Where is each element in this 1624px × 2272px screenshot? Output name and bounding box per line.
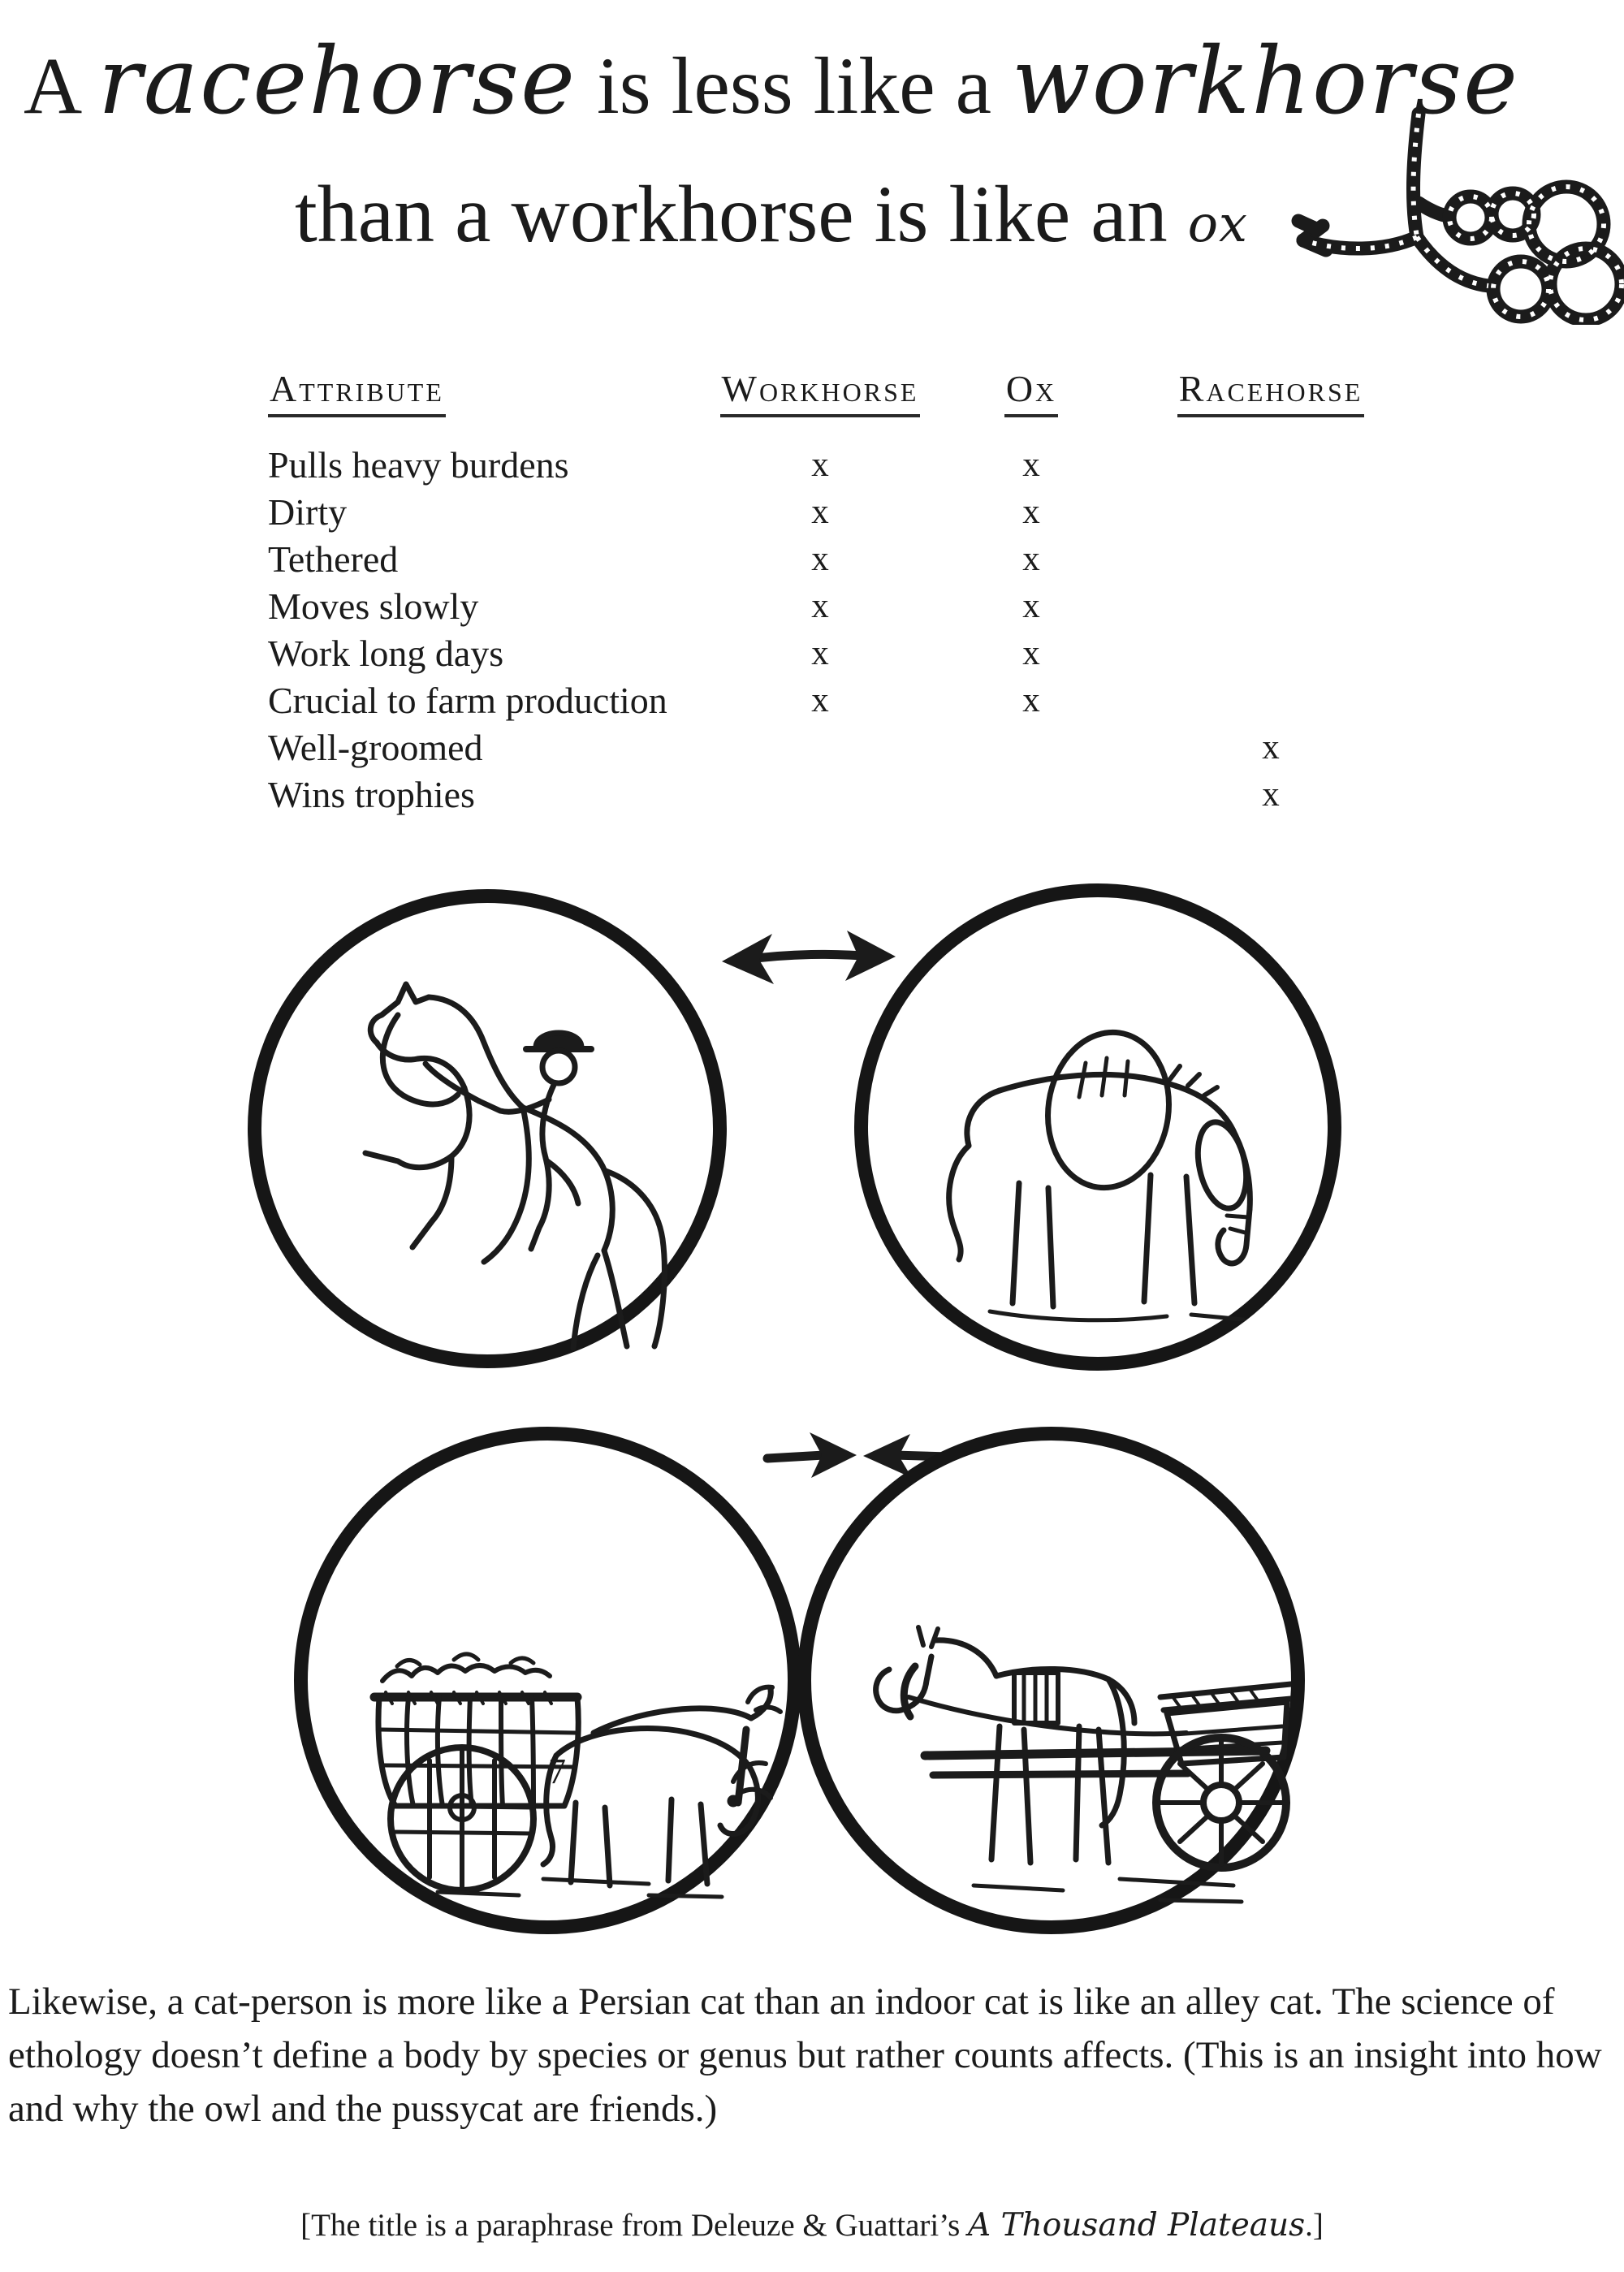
figure-workhorse-with-cart [797,1427,1305,1934]
ground-hatching [974,1879,1242,1902]
workhorse-mark: x [811,587,829,625]
horse-cart-illustration [811,1441,1291,1920]
workhorse-illustration [868,897,1328,1357]
title-word-workhorse: workhorse [1012,28,1519,135]
figure-workhorse-grazing [854,883,1341,1371]
table-header-row [268,367,1413,417]
cart [925,1684,1291,1775]
footnote-work-title: A Thousand Plateaus [968,2207,1306,2244]
column-header-attribute: Attribute [268,367,706,417]
footnote [0,2207,1624,2244]
workhorse-mark: x [811,681,829,719]
attribute-cell: Crucial to farm production [268,680,667,721]
racehorse-mark [1129,583,1413,630]
figure-racehorse-with-rider [248,889,727,1368]
workhorse-mark: x [811,634,829,672]
racehorse-mark: x [1262,775,1280,814]
footnote-suffix: .] [1305,2208,1324,2243]
ox-brand-7: 7 [548,1752,566,1791]
table-row [268,536,1413,583]
body-paragraph: Likewise, a cat-person is more like a Persian cat than an indoor cat is like an alley cat. The science of ethology doesn’t define a body by species or genus but rather counts affects. (This is an insight into how and why the owl and the pussycat are friends.) [8,1980,1602,2130]
column-header-workhorse: Workhorse [706,367,934,417]
table-row [268,583,1413,630]
racehorse-mark [1129,677,1413,724]
column-header-racehorse: Racehorse [1129,367,1413,417]
draft-horse [949,1025,1254,1307]
table-row [268,442,1413,489]
rearing-horse [365,984,664,1348]
ox-mark: x [1022,681,1040,719]
racehorse-mark [1129,489,1413,536]
ox-mark: x [1022,493,1040,531]
workhorse-mark: x [811,493,829,531]
title-word-racehorse: racehorse [97,28,577,135]
ox-mark: x [1022,540,1040,578]
table-row [268,771,1413,819]
table-row [268,724,1413,771]
comparison-table [268,367,1413,819]
attribute-cell: Dirty [268,491,348,533]
cart-wheel-barrel [391,1747,533,1890]
workhorse-mark: x [811,446,829,484]
workhorse-mark: x [811,540,829,578]
ox-mark [934,771,1129,819]
attribute-cell: Well-groomed [268,727,483,768]
title-middle-text: is less like a [596,41,992,131]
racehorse-mark [1129,630,1413,677]
column-header-ox: Ox [934,367,1129,417]
ox-mark [934,724,1129,771]
racehorse-mark [1129,536,1413,583]
title-word-a: A [24,41,78,131]
workhorse-mark [706,724,934,771]
table-row [268,677,1413,724]
racehorse-rider-illustration [261,903,713,1354]
title-line2-text: than a workhorse is like an [294,169,1168,259]
attribute-cell: Moves slowly [268,585,479,627]
ox-mark: x [1022,587,1040,625]
table-row [268,630,1413,677]
hay-load [382,1654,550,1681]
ox-cart-illustration [308,1441,788,1920]
racehorse-mark [1129,442,1413,489]
attribute-cell: Wins trophies [268,774,475,815]
ox-mark: x [1022,446,1040,484]
footnote-prefix: [The title is a paraphrase from Deleuze & Guattari’s [300,2208,969,2243]
figure-ox-team-hay-cart [294,1427,801,1934]
table-row [268,489,1413,536]
ox-mark: x [1022,634,1040,672]
title-word-ox: ox [1187,194,1248,253]
ground-hatching [990,1311,1243,1320]
rope-knot-icon [1271,0,1624,325]
racehorse-mark: x [1262,728,1280,767]
attribute-cell: Tethered [268,538,399,580]
workhorse-mark [706,771,934,819]
attribute-cell: Work long days [268,633,504,674]
attribute-cell: Pulls heavy burdens [268,444,569,486]
harnessed-horse [876,1627,1186,1863]
cart-wheel [1156,1738,1286,1868]
